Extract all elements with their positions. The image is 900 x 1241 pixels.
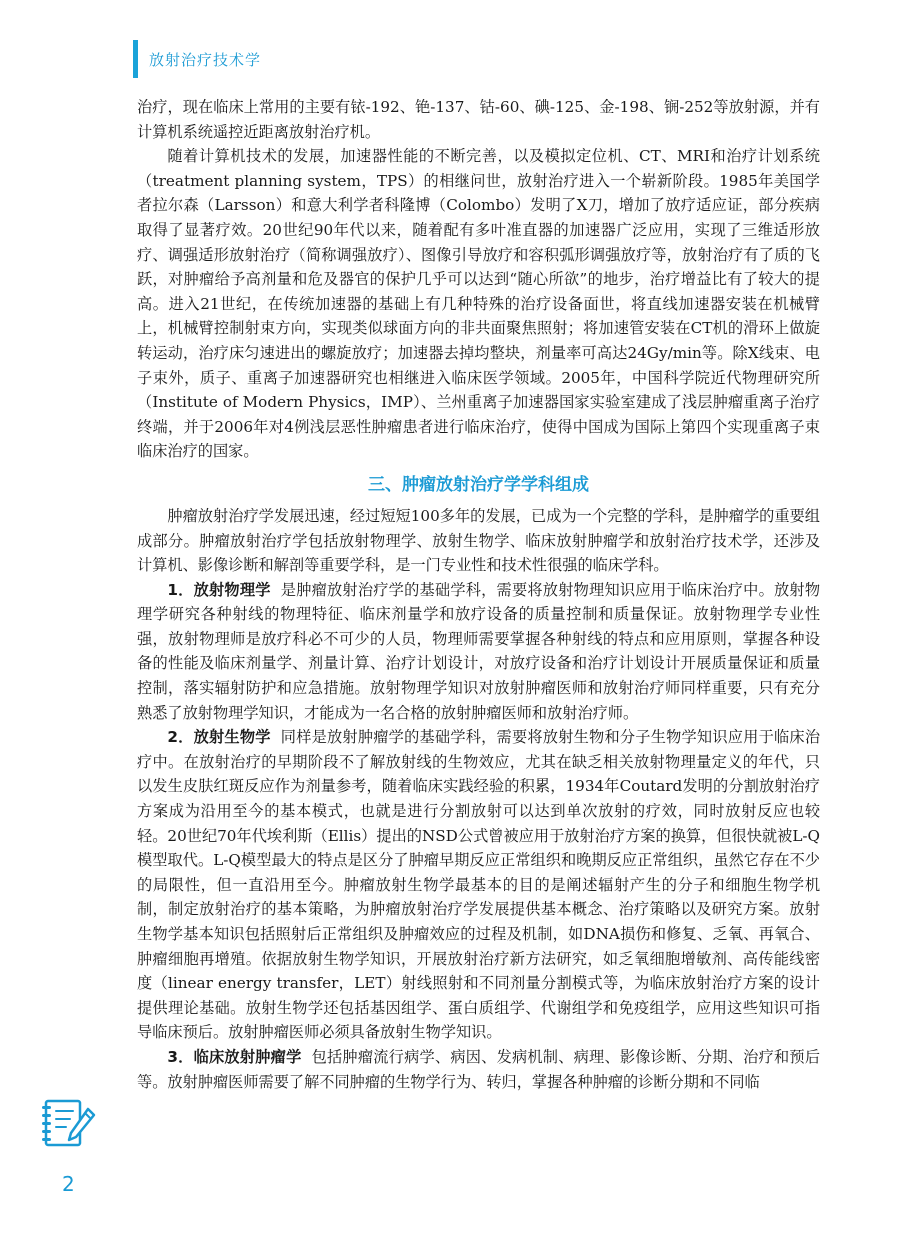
paragraph-6 xyxy=(137,1045,820,1094)
paragraph-1: 治疗，现在临床上常用的主要有铱-192、铯-137、钴-60、碘-125、金-198、锎-252等放射源，并有计算机系统遥控近距离放射治疗机。 xyxy=(137,98,820,141)
paragraph-4-lead: 1．放射物理学 xyxy=(167,580,271,599)
page-body xyxy=(137,95,820,1094)
paragraph-5-text: 同样是放射肿瘤学的基础学科，需要将放射生物和分子生物学知识应用于临床治疗中。在放射治疗的早期阶段不了解放射线的生物效应，尤其在缺乏相关放射物理量定义的年代，只以发生皮肤红斑反应作为剂量参考，随着临床实践经验的积累，1934年Coutard发明的分割放射治疗方案成为沿用至今的基本模式，也就是进行分割放射可以达到单次放射的疗效，同时放射反应也较轻。20世纪70年代埃利斯（Ellis）提出的NSD公式曾被应用于放射治疗方案的换算，但很快就被L-Q模型取代。L-Q模型最大的特点是区分了肿瘤早期反应正常组织和晚期反应正常组织，虽然它存在不少的局限性，但一直沿用至今。肿瘤放射生物学最基本的目的是阐述辐射产生的分子和细胞生物学机制，制定放射治疗的基本策略，为肿瘤放射治疗学发展提供基本概念、治疗策略以及研究方案。放射生物学基本知识包括照射后正常组织及肿瘤效应的过程及机制，如DNA损伤和修复、乏氧、再氧合、肿瘤细胞再增殖。依据放射生物学知识，开展放射治疗新方法研究，如乏氧细胞增敏剂、高传能线密度（linear energy transfer，LET）射线照射和不同剂量分割模式等，为临床放射治疗方案的设计提供理论基础。放射生物学还包括基因组学、蛋白质组学、代谢组学和免疫组学，应用这些知识可指导临床预后。放射肿瘤医师必须具备放射生物学知识。 xyxy=(137,728,821,1042)
paragraph-6-lead: 3．临床放射肿瘤学 xyxy=(167,1047,302,1066)
paragraph-5-lead: 2．放射生物学 xyxy=(167,728,271,747)
notebook-pen-icon xyxy=(40,1095,98,1155)
paragraph-2: 随着计算机技术的发展，加速器性能的不断完善，以及模拟定位机、CT、MRI和治疗计划系统（treatment planning system，TPS）的相继问世，放射治疗进入一个崭新阶段。1985年美国学者拉尔森（Larsson）和意大利学者科隆博（Colombo）发明了X刀，增加了放疗适应证，部分疾病取得了显著疗效。20世纪90年代以来，随着配有多叶准直器的加速器广泛应用，实现了三维适形放疗、调强适形放射治疗（简称调强放疗）、图像引导放疗和容积弧形调强放疗等，放射治疗有了质的飞跃，对肿瘤给予高剂量和危及器官的保护几乎可以达到“随心所欲”的地步，治疗增益比有了较大的提高。进入21世纪，在传统加速器的基础上有几种特殊的治疗设备面世，将直线加速器安装在机械臂上，机械臂控制射束方向，实现类似球面方向的非共面聚焦照射；将加速管安装在CT机的滑环上做旋转运动，治疗床匀速进出的螺旋放疗；加速器去掉均整块，剂量率可高达24Gy/min等。除X线束、电子束外，质子、重离子加速器研究也相继进入临床医学领域。2005年，中国科学院近代物理研究所（Institute of Modern Physics，IMP）、兰州重离子加速器国家实验室建成了浅层肿瘤重离子治疗终端，并于2006年对4例浅层恶性肿瘤患者进行临床治疗，使得中国成为国际上第四个实现重离子束临床治疗的国家。 xyxy=(137,147,820,461)
paragraph-3: 肿瘤放射治疗学发展迅速，经过短短100多年的发展，已成为一个完整的学科，是肿瘤学的重要组成部分。肿瘤放射治疗学包括放射物理学、放射生物学、临床放射肿瘤学和放射治疗技术学，还涉及计算机、影像诊断和解剖等重要学科，是一门专业性和技术性很强的临床学科。 xyxy=(137,506,820,575)
header-accent-bar xyxy=(133,40,138,78)
section-heading: 三、肿瘤放射治疗学学科组成 xyxy=(368,474,589,495)
paragraph-4-text: 是肿瘤放射治疗学的基础学科，需要将放射物理知识应用于临床治疗中。放射物理学研究各种射线的物理特征、临床剂量学和放疗设备的质量控制和质量保证。放射物理学专业性强，放射物理师是放疗科必不可少的人员，物理师需要掌握各种射线的特点和应用原则，掌握各种设备的性能及临床剂量学、剂量计算、治疗计划设计，对放疗设备和治疗计划设计开展质量保证和质量控制，落实辐射防护和应急措施。放射物理学知识对放射肿瘤医师和放射治疗师同样重要，只有充分熟悉了放射物理学知识，才能成为一名合格的放射肿瘤医师和放射治疗师。 xyxy=(137,580,821,722)
paragraph-4 xyxy=(137,578,820,726)
running-header-title: 放射治疗技术学 xyxy=(149,51,262,69)
paragraph-5 xyxy=(137,725,820,1045)
page-number: 2 xyxy=(62,1172,75,1196)
paragraph-6-text: 包括肿瘤流行病学、病因、发病机制、病理、影像诊断、分期、治疗和预后等。放射肿瘤医师需要了解不同肿瘤的生物学行为、转归，掌握各种肿瘤的诊断分期和不同临 xyxy=(137,1047,821,1091)
